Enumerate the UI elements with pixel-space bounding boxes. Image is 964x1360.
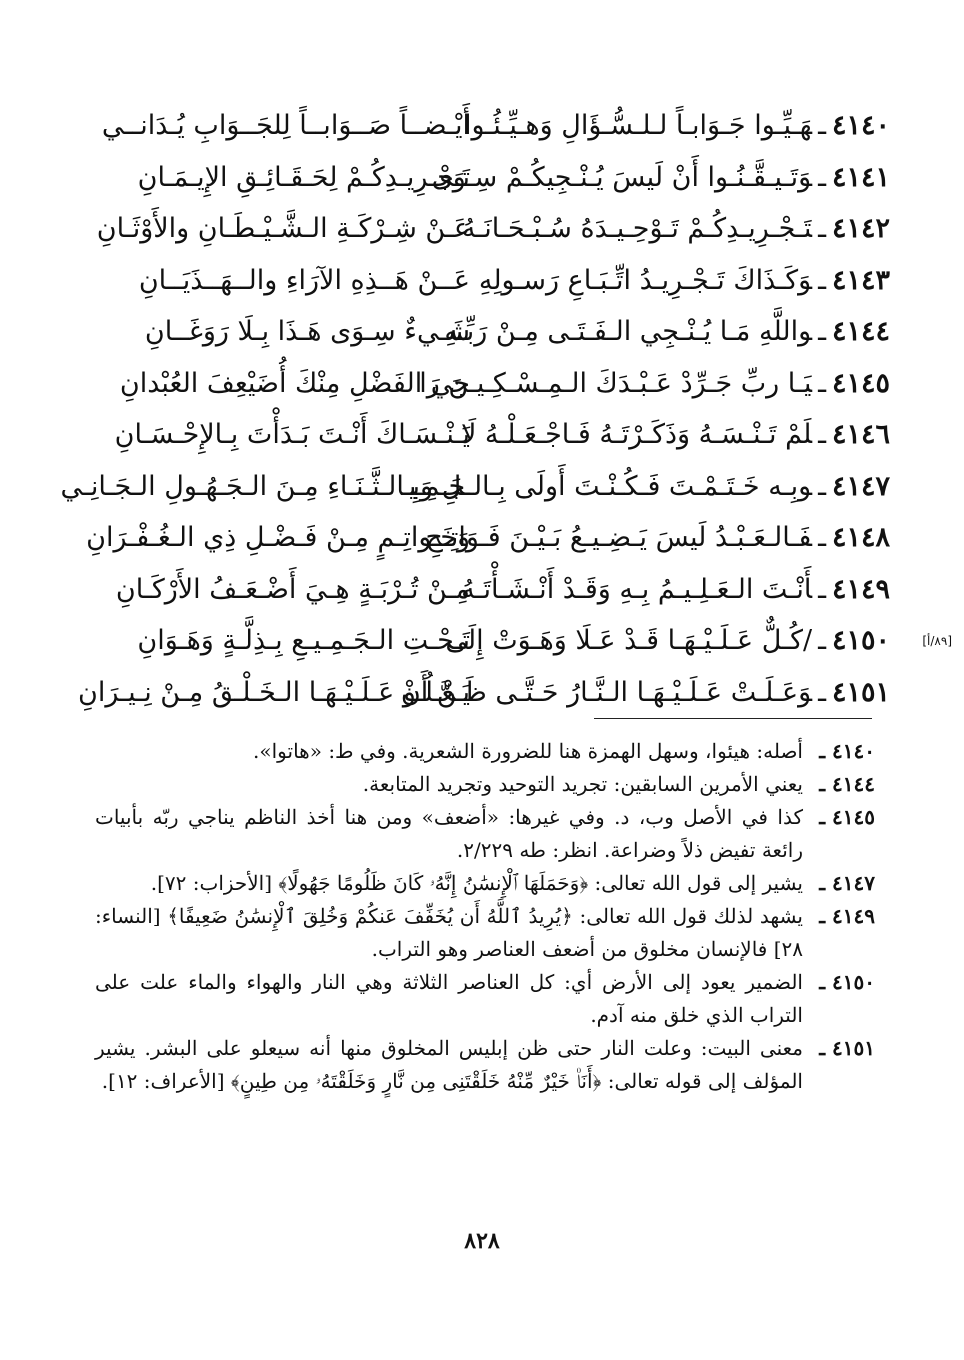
- verse-number: ٤١٥٠: [831, 625, 890, 657]
- verse-first-hemistich-text: لَمْ تَـنْـسَـهُ وَذَكَـرْتَـهُ فَـاجْـعَـلْـهُ لَا: [460, 419, 813, 451]
- verse-second-hemistich: عَــنْ هَــذِهِ الآرَاءِ والــهَــذَيَــانِ: [138, 264, 470, 296]
- verse-number: ٤١٤٣: [831, 264, 890, 296]
- verse-number: ٤١٤١: [831, 161, 890, 193]
- verse-second-hemistich: تَـحْـتِ الـجَـمِـيـعِ بِـذِلَّـةٍ وَهَـوَانِ: [137, 625, 470, 657]
- footnote-text: يعني الأمرين السابقين: تجريد التوحيد وتجريد المتابعة.: [362, 772, 803, 796]
- verse-first-hemistich-text: يَـا ربِّ جَـرِّدْ عَـبْـدَكَ الـمِـسْـكِـيـنَ رَا: [419, 367, 813, 399]
- manuscript-reference: [٨٩/أ]: [922, 633, 952, 648]
- verse-second-hemistich: أَيْـضــاً صَــوَابــاً لِلجَــوَابِ يُـدَانــي: [101, 110, 470, 142]
- footnote-separator: [594, 718, 872, 719]
- footnote: [95, 768, 875, 801]
- verse-number: ٤١٤٧: [831, 470, 890, 502]
- verse-row: [70, 306, 890, 358]
- verse-second-hemistich: مِـنْ تُـرْبَـةٍ هِـيَ أَضْـعَـفُ الأَرْكَـانِ: [115, 573, 470, 605]
- verse-row: [70, 615, 952, 667]
- verse-first-hemistich: ٤١٤١ـوَتَـيـقَّـنُـوا أَنْ لَيسَ يُـنْـجِيكُـمْ سِـوَى: [431, 161, 890, 193]
- footnote-text: يشهد لذلك قول الله تعالى: ﴿يُرِيدُ ٱللَّهُ أَن يُخَفِّفَ عَنكُمْ وَخُلِقَ ٱلْإِنسَٰنُ ضَعِيفًا﴾ [النساء: ٢٨] فالإنسان مخلوق من أضعف العناصر وهو التراب.: [95, 904, 803, 961]
- verse-first-hemistich-text: فَـالـعَـبْـدُ لَيسَ يَـضِـيـعُ بَـيْـنَ فَـوَاتِـحِ: [425, 522, 813, 554]
- verse-number: ٤١٤٥: [831, 367, 890, 399]
- verse-first-hemistich-text: وبِـه خَـتَـمْـتَ فَـكُـنْـتَ أَولَى بِـالـجَـمِـيـ: [401, 470, 813, 502]
- footnote-text: الضمير يعود إلى الأرض أي: كل العناصر الثلاثة وهي النار والهواء والماء علت على التراب الذي خلق منه آدم.: [95, 970, 803, 1027]
- verse-first-hemistich-text: وَعَـلَـتْ عَـلَـيْـهَـا الـنَّـارُ حَـتَّـى ظَـنَّ أَنْ: [400, 676, 813, 708]
- verse-number: ٤١٤٦: [831, 419, 890, 451]
- verse-second-hemistich: وَخَـواتِـمٍ مِـنْ فَـضْـلِ ذِي الـغُـفْـرَانِ: [86, 522, 470, 554]
- page-number: ٨٢٨: [464, 1228, 500, 1254]
- footnote-number: ٤١٤٩ ـ: [819, 904, 875, 928]
- verse-number: ٤١٤٨: [831, 522, 890, 554]
- verse-first-hemistich: ٤١٤٥ـيَـا ربِّ جَـرِّدْ عَـبْـدَكَ الـمِـسْـكِـيـنَ رَا: [419, 367, 890, 399]
- verse-first-hemistich: ٤١٤٨ـفَـالـعَـبْـدُ لَيسَ يَـضِـيـعُ بَـيْـنَ فَـوَاتِـحِ: [425, 522, 890, 554]
- footnotes-section: [95, 735, 875, 1098]
- verse-row: [70, 358, 890, 410]
- footnote: [95, 1032, 875, 1098]
- footnote: [95, 735, 875, 768]
- verse-row: [60, 461, 890, 513]
- footnote-number: ٤١٤٤ ـ: [819, 772, 875, 796]
- footnote-number: ٤١٤٧ ـ: [819, 871, 875, 895]
- verse-first-hemistich: ٤١٤٧ـوبِـه خَـتَـمْـتَ فَـكُـنْـتَ أَولَى بِـالـجَـمِـيـ: [401, 470, 890, 502]
- verse-first-hemistich-text: أَنْـتَ الـعَـلِـيـمُ بِـهِ وَقَـدْ أَنْـشَـأْتَـهُ: [461, 573, 813, 605]
- verse-second-hemistich: عَـنْ شِـرْكَـةِ الـشَّـيْـطَـانِ والأَوْثَـانِ: [96, 213, 470, 245]
- footnote-text: كذا في الأصل وب، د. وفي غيرها: «أضعف» ومن هنا أخذ الناظم يناجي ربّه بأبيات رائعة تفيض ذلاً وضراعة. انظر: طه ٢/٢٢٩.: [95, 805, 803, 862]
- verse-first-hemistich: ٤١٤٦ـلَمْ تَـنْـسَـهُ وَذَكَـرْتَـهُ فَـاجْـعَـلْـهُ لَا: [460, 419, 890, 451]
- verse-row: [70, 564, 890, 616]
- footnote: [95, 867, 875, 900]
- verse-row: [70, 203, 890, 255]
- verse-row: [70, 667, 890, 719]
- verse-row: [70, 409, 890, 461]
- verse-first-hemistich-text: هَـيِّـوا جَـوَابـاً لـلـسُّـؤَالِ وَهـيِّـئُـوا: [463, 110, 813, 142]
- verse-number: ٤١٤٠: [831, 110, 890, 142]
- verse-first-hemistich-text: وَكَـذَاكَ تَـجْـرِيـدُ اتِّـبَـاعِ رَسـولِهِ: [478, 264, 813, 296]
- verse-first-hemistich-text: واللَّهِ مَـا يُـنْـجِي الـفَـتَـى مِـنْ رَبِّـهِ: [444, 316, 813, 348]
- footnote: [95, 900, 875, 966]
- verse-second-hemistich: يَـنْـسَـاكَ أَنْـتَ بَـدَأْتَ بِـالإِحْـسَـانِ: [114, 419, 470, 451]
- footnote-text: معنى البيت: وعلت النار حتى ظن إبليس المخلوق منها أنه سيعلو على البشر. يشير المؤلف إلى قوله تعالى: ﴿أَنَا۠ خَيْرٌ مِّنْهُ خَلَقْتَنِى مِن نَّارٍ وَخَلَقْتَهُۥ مِن طِينٍ﴾ [الأعراف: ١٢].: [95, 1036, 803, 1093]
- verse-row: [70, 512, 890, 564]
- footnote: [95, 966, 875, 1032]
- verse-first-hemistich: ٤١٤٠ـهَـيِّـوا جَـوَابـاً لـلـسُّـؤَالِ وَهـيِّـئُـوا: [463, 110, 890, 142]
- footnote-number: ٤١٤٠ ـ: [819, 739, 875, 763]
- verse-number: ٤١٤٩: [831, 573, 890, 605]
- verse-first-hemistich: ٤١٤٣ـوَكَـذَاكَ تَـجْـرِيـدُ اتِّـبَـاعِ رَسـولِهِ: [478, 264, 890, 296]
- footnote-number: ٤١٤٥ ـ: [819, 805, 875, 829]
- footnote-number: ٤١٥١ ـ: [819, 1036, 875, 1060]
- verse-first-hemistich-text: تَـجْـرِيـدِكُـمْ تَـوْحِـيـدَهُ سُـبْـحَـانَـهُ: [461, 213, 813, 245]
- verse-second-hemistich: ـلِ وَبِـالـثَّـنَـاءِ مِـنَ الـجَـهُـولِ الـجَـانِـي: [60, 470, 470, 502]
- footnote-text: يشير إلى قول الله تعالى: ﴿وَحَمَلَهَا ٱلْإِنسَٰنُ إِنَّهُۥ كَانَ ظَلُومًا جَهُولًا﴾ [الأحزاب: ٧٢].: [150, 871, 803, 895]
- verse-second-hemistich: شَـيءٌ سِـوَى هَـذَا بِـلَا رَوَغَــانِ: [144, 316, 470, 348]
- verse-first-hemistich-text: وَتَـيـقَّـنُـوا أَنْ لَيسَ يُـنْـجِيكُـمْ سِـوَى: [431, 161, 813, 193]
- verse-first-hemistich: ٤١٥٠ـ/كُـلٌّ عَـلَـيْـهَـا قَـدْ عَـلَا وَهَـوَتْ إِلَى: [445, 625, 890, 657]
- verse-row: [70, 152, 890, 204]
- verse-first-hemistich-text: /كُـلٌّ عَـلَـيْـهَـا قَـدْ عَـلَا وَهَـوَتْ إِلَى: [445, 625, 813, 657]
- verse-row: [70, 255, 890, 307]
- verse-number: ٤١٤٢: [831, 213, 890, 245]
- footnote: [95, 801, 875, 867]
- verse-second-hemistich: يَـعْـلُـو عَـلَـيْـهَـا الـخَـلْـقُ مِـنْ نِـيـرَانِ: [78, 676, 470, 708]
- verse-second-hemistich: جي الفَضْلِ مِنْكَ أُضَيْعِفَ العُبْدانِ: [119, 367, 470, 399]
- footnote-text: أصله: هيئوا، وسهل الهمزة هنا للضرورة الشعرية. وفي ط: «هاتوا».: [253, 739, 803, 763]
- verse-second-hemistich: تَـجْـرِيـدِكُـمْ لِحَـقَـائِـقِ الإِيـمَـانِ: [137, 161, 470, 193]
- verses-section: [60, 100, 952, 718]
- verse-first-hemistich: ٤١٥١ـوَعَـلَـتْ عَـلَـيْـهَـا الـنَّـارُ حَـتَّـى ظَـنَّ أَنْ: [400, 676, 890, 708]
- verse-number: ٤١٥١: [831, 676, 890, 708]
- verse-first-hemistich: ٤١٤٩ـأَنْـتَ الـعَـلِـيـمُ بِـهِ وَقَـدْ أَنْـشَـأْتَـهُ: [461, 573, 890, 605]
- footnote-number: ٤١٥٠ ـ: [819, 970, 875, 994]
- verse-row: [70, 100, 890, 152]
- verse-number: ٤١٤٤: [831, 316, 890, 348]
- verse-first-hemistich: ٤١٤٤ـواللَّهِ مَـا يُـنْـجِي الـفَـتَـى مِـنْ رَبِّـهِ: [444, 316, 890, 348]
- verse-first-hemistich: ٤١٤٢ـتَـجْـرِيـدِكُـمْ تَـوْحِـيـدَهُ سُـبْـحَـانَـهُ: [461, 213, 890, 245]
